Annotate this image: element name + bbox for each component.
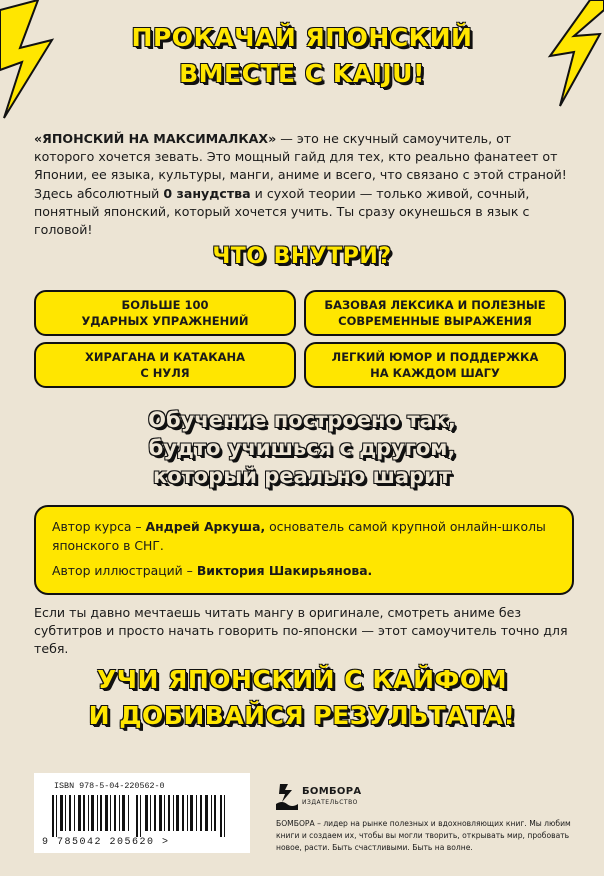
ean-digits: 9 785042 205620 > bbox=[42, 837, 170, 848]
barcode-bars bbox=[50, 795, 240, 837]
headline-line-1: ПРОКАЧАЙ ЯПОНСКИЙ bbox=[131, 23, 473, 52]
slogan-line-1: Обучение построено так, bbox=[148, 408, 456, 432]
lightning-bolt-icon bbox=[540, 0, 604, 110]
slogan-line-2: будто учишься с другом, bbox=[148, 436, 456, 460]
barcode bbox=[34, 773, 250, 853]
headline-line-2: ВМЕСТЕ С KAIJU! bbox=[179, 59, 425, 88]
authors-box bbox=[34, 505, 574, 595]
final-headline-line-2: И ДОБИВАЙСЯ РЕЗУЛЬТАТА! bbox=[88, 701, 516, 730]
feature-card: ХИРАГАНА И КАТАКАНА С НУЛЯ bbox=[34, 342, 296, 388]
publisher-logo bbox=[276, 782, 416, 812]
illustration-author: Автор иллюстраций – Виктория Шакирьянова. bbox=[52, 563, 373, 578]
feature-card: ЛЕГКИЙ ЮМОР И ПОДДЕРЖКА НА КАЖДОМ ШАГУ bbox=[304, 342, 566, 388]
bombora-wave-icon bbox=[276, 782, 298, 810]
feature-card: БАЗОВАЯ ЛЕКСИКА И ПОЛЕЗНЫЕ СОВРЕМЕННЫЕ ВЫРАЖЕНИЯ bbox=[304, 290, 566, 336]
course-author: Автор курса – Андрей Аркуша, основатель самой крупной онлайн-школы японского в СНГ. bbox=[52, 519, 546, 553]
isbn-text: ISBN 978-5-04-220562-0 bbox=[54, 781, 165, 791]
book-title: «ЯПОНСКИЙ НА МАКСИМАЛКАХ» bbox=[34, 131, 277, 146]
inside-title: ЧТО ВНУТРИ? bbox=[212, 244, 392, 269]
closing-paragraph: Если ты давно мечтаешь читать мангу в оригинале, смотреть аниме без субтитров и просто начать говорить по-японски — этот самоучитель точно для тебя. bbox=[34, 605, 568, 656]
feature-card: БОЛЬШЕ 100 УДАРНЫХ УПРАЖНЕНИЙ bbox=[34, 290, 296, 336]
intro-paragraph-1: «ЯПОНСКИЙ НА МАКСИМАЛКАХ» — это не скучный самоучитель, от которого хочется зевать. Это мощный гайд для тех, кто реально фанатеет от Японии, ее языка, культуры, манги, аниме и всего, что связано с этой страной! bbox=[34, 131, 567, 182]
publisher-blurb: БОМБОРА – лидер на рынке полезных и вдохновляющих книг. Мы любим книги и создаем их, чтобы вы могли творить, открывать мир, пробовать новое, расти. Быть счастливыми. Быть на волне. bbox=[276, 819, 571, 852]
publisher-name: БОМБОРА bbox=[302, 786, 362, 797]
intro-paragraph-2: Здесь абсолютный 0 занудства и сухой теории — только живой, сочный, понятный японский, который хочется учить. Ты сразу окунешься в язык с головой! bbox=[34, 186, 530, 237]
slogan-line-3: который реально шарит bbox=[152, 464, 452, 488]
publisher-sub: ИЗДАТЕЛЬСТВО bbox=[302, 799, 358, 806]
final-headline-line-1: УЧИ ЯПОНСКИЙ С КАЙФОМ bbox=[97, 665, 507, 694]
